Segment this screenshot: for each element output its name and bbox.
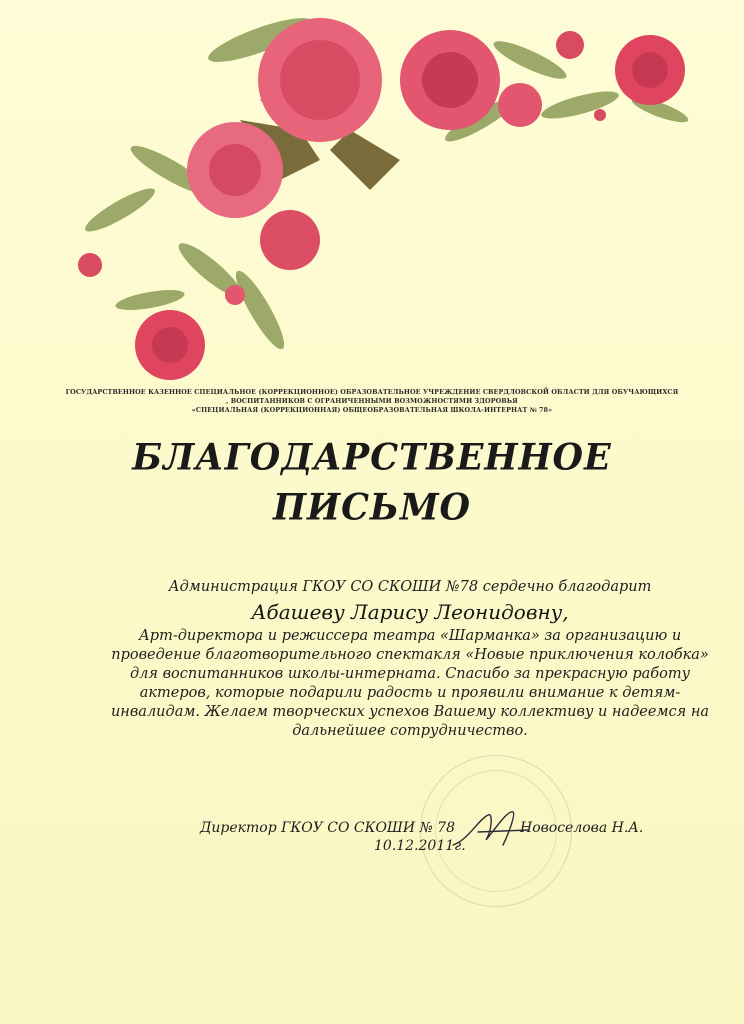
recipient-name: Абашеву Ларису Леонидовну, bbox=[251, 600, 569, 624]
header-line-1: ГОСУДАРСТВЕННОЕ КАЗЕННОЕ СПЕЦИАЛЬНОЕ (КОРРЕКЦИОННОЕ) ОБРАЗОВАТЕЛЬНОЕ УЧРЕЖДЕНИЕ СВЕРДЛОВСКОЙ ОБЛАСТИ ДЛЯ ОБУЧАЮЩИХСЯ bbox=[65, 388, 679, 396]
title-line-1: БЛАГОДАРСТВЕННОЕ bbox=[132, 435, 612, 479]
body-line: актеров, которые подарили радость и проявили внимание к детям- bbox=[139, 685, 681, 701]
director-position: Директор ГКОУ СО СКОШИ № 78 bbox=[200, 820, 456, 836]
body-intro: Администрация ГКОУ СО СКОШИ №78 сердечно благодарит bbox=[168, 579, 652, 595]
body-line: дальнейшее сотрудничество. bbox=[292, 723, 528, 739]
director-name: Новоселова Н.А. bbox=[520, 820, 644, 836]
body-line: проведение благотворительного спектакля «Новые приключения колобка» bbox=[111, 647, 709, 663]
header-line-2: , ВОСПИТАННИКОВ С ОГРАНИЧЕННЫМИ ВОЗМОЖНОСТЯМИ ЗДОРОВЬЯ bbox=[226, 397, 518, 405]
letter-body bbox=[110, 578, 710, 741]
header-line-3: «СПЕЦИАЛЬНАЯ (КОРРЕКЦИОННАЯ) ОБЩЕОБРАЗОВАТЕЛЬНАЯ ШКОЛА-ИНТЕРНАТ № 78» bbox=[191, 406, 553, 414]
institution-header bbox=[60, 388, 684, 415]
floral-decoration bbox=[60, 10, 710, 380]
body-line: инвалидам. Желаем творческих успехов Вашему коллективу и надеемся на bbox=[110, 704, 710, 720]
body-line: для воспитанников школы-интерната. Спасибо за прекрасную работу bbox=[129, 666, 691, 682]
title-line-2: ПИСЬМО bbox=[272, 485, 472, 529]
body-line: Арт-директора и режиссера театра «Шарманка» за организацию и bbox=[138, 628, 682, 644]
letter-date: 10.12.2011г. bbox=[374, 838, 466, 854]
